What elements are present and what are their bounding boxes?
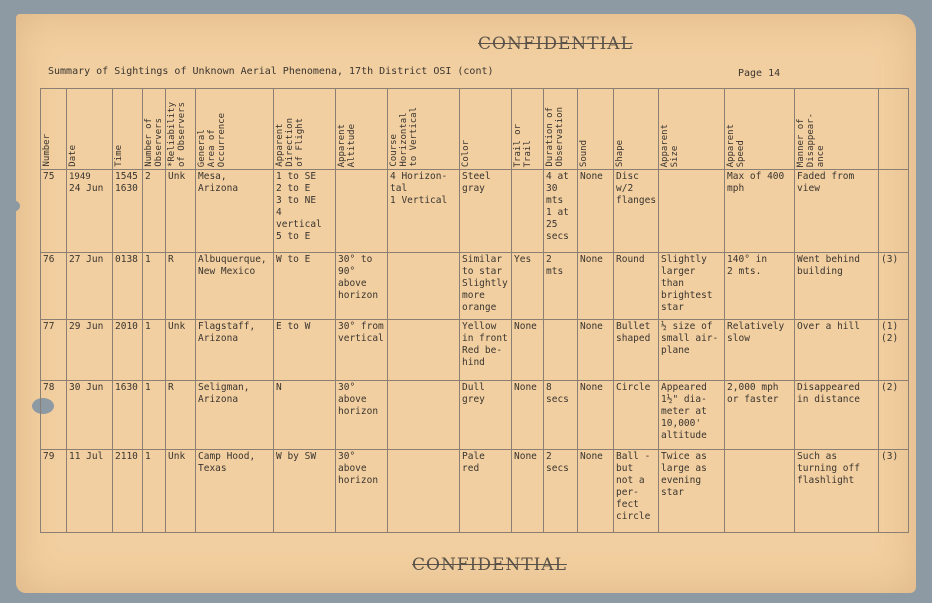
color-cell: Dull grey bbox=[460, 381, 512, 450]
altitude-cell: 30° to 90° above horizon bbox=[336, 253, 388, 320]
course-cell bbox=[388, 253, 460, 320]
direction-cell: W by SW bbox=[274, 450, 336, 533]
ref-cell: (2) bbox=[879, 381, 909, 450]
course-cell: 4 Horizon- tal 1 Vertical bbox=[388, 170, 460, 253]
duration-cell: 2 secs bbox=[544, 450, 578, 533]
time-cell: 2110 bbox=[113, 450, 143, 533]
reliability-cell: Unk bbox=[166, 450, 196, 533]
observers-cell: 1 bbox=[143, 381, 166, 450]
disappearance-cell: Went behind building bbox=[795, 253, 879, 320]
header-cell: Number of Observers bbox=[143, 89, 166, 170]
size-cell bbox=[659, 170, 725, 253]
duration-cell bbox=[544, 320, 578, 381]
date-cell: 1949 24 Jun bbox=[67, 170, 113, 253]
color-cell: Yellow in front Red be- hind bbox=[460, 320, 512, 381]
size-cell: Twice as large as evening star bbox=[659, 450, 725, 533]
course-cell bbox=[388, 320, 460, 381]
confidential-stamp-bottom: CONFIDENTIAL bbox=[412, 555, 567, 575]
table-row bbox=[41, 381, 909, 450]
color-cell: Pale red bbox=[460, 450, 512, 533]
shape-cell: Disc w/2 flanges bbox=[614, 170, 659, 253]
header-cell: Apparent Size bbox=[659, 89, 725, 170]
number-cell: 79 bbox=[41, 450, 67, 533]
speed-cell: Relatively slow bbox=[725, 320, 795, 381]
header-cell: Apparent Speed bbox=[725, 89, 795, 170]
size-cell: Slightly larger than brightest star bbox=[659, 253, 725, 320]
table-row bbox=[41, 450, 909, 533]
sound-cell: None bbox=[578, 253, 614, 320]
color-cell: Steel gray bbox=[460, 170, 512, 253]
header-cell: Number bbox=[41, 89, 67, 170]
direction-cell: N bbox=[274, 381, 336, 450]
time-cell: 1630 bbox=[113, 381, 143, 450]
duration-cell: 4 at 30 mts 1 at 25 secs bbox=[544, 170, 578, 253]
disappearance-cell: Such as turning off flashlight bbox=[795, 450, 879, 533]
number-cell: 78 bbox=[41, 381, 67, 450]
observers-cell: 1 bbox=[143, 253, 166, 320]
altitude-cell: 30° above horizon bbox=[336, 381, 388, 450]
sound-cell: None bbox=[578, 381, 614, 450]
header-row bbox=[41, 89, 909, 170]
punch-hole bbox=[4, 200, 20, 212]
date-cell: 27 Jun bbox=[67, 253, 113, 320]
course-cell bbox=[388, 381, 460, 450]
date-cell: 11 Jul bbox=[67, 450, 113, 533]
page-number: Page 14 bbox=[738, 68, 781, 79]
shape-cell: Round bbox=[614, 253, 659, 320]
direction-cell: W to E bbox=[274, 253, 336, 320]
number-cell: 77 bbox=[41, 320, 67, 381]
ref-cell: (3) bbox=[879, 450, 909, 533]
color-cell: Similar to star Slightly more orange bbox=[460, 253, 512, 320]
reliability-cell: Unk bbox=[166, 170, 196, 253]
header-cell: Manner of Disappear- ance bbox=[795, 89, 879, 170]
altitude-cell: 30° above horizon bbox=[336, 450, 388, 533]
header-cell: Time bbox=[113, 89, 143, 170]
speed-cell: 2,000 mph or faster bbox=[725, 381, 795, 450]
ref-cell: (3) bbox=[879, 253, 909, 320]
reliability-cell: R bbox=[166, 253, 196, 320]
speed-cell: Max of 400 mph bbox=[725, 170, 795, 253]
header-cell: Duration of Observation bbox=[544, 89, 578, 170]
table-row bbox=[41, 320, 909, 381]
trail-cell: Yes bbox=[512, 253, 544, 320]
header-cell: Sound bbox=[578, 89, 614, 170]
document-title: Summary of Sightings of Unknown Aerial Phenomena, 17th District OSI (cont) bbox=[48, 66, 494, 77]
sound-cell: None bbox=[578, 320, 614, 381]
speed-cell bbox=[725, 450, 795, 533]
reliability-cell: Unk bbox=[166, 320, 196, 381]
time-cell: 2010 bbox=[113, 320, 143, 381]
area-cell: Mesa, Arizona bbox=[196, 170, 274, 253]
number-cell: 75 bbox=[41, 170, 67, 253]
trail-cell: None bbox=[512, 450, 544, 533]
sound-cell: None bbox=[578, 170, 614, 253]
duration-cell: 8 secs bbox=[544, 381, 578, 450]
altitude-cell bbox=[336, 170, 388, 253]
shape-cell: Circle bbox=[614, 381, 659, 450]
time-cell: 1545 1630 bbox=[113, 170, 143, 253]
area-cell: Camp Hood, Texas bbox=[196, 450, 274, 533]
header-cell: Apparent Direction of Flight bbox=[274, 89, 336, 170]
confidential-stamp-top: CONFIDENTIAL bbox=[478, 34, 633, 54]
ref-cell bbox=[879, 170, 909, 253]
trail-cell bbox=[512, 170, 544, 253]
header-cell: Date bbox=[67, 89, 113, 170]
number-cell: 76 bbox=[41, 253, 67, 320]
disappearance-cell: Over a hill bbox=[795, 320, 879, 381]
area-cell: Seligman, Arizona bbox=[196, 381, 274, 450]
trail-cell: None bbox=[512, 320, 544, 381]
direction-cell: E to W bbox=[274, 320, 336, 381]
table-row bbox=[41, 253, 909, 320]
sightings-table bbox=[40, 88, 909, 533]
year-note: 1949 bbox=[69, 172, 91, 182]
header-cell: Course Horizontal to Vertical bbox=[388, 89, 460, 170]
date-cell: 30 Jun bbox=[67, 381, 113, 450]
header-cell bbox=[879, 89, 909, 170]
observers-cell: 2 bbox=[143, 170, 166, 253]
disappearance-cell: Faded from view bbox=[795, 170, 879, 253]
altitude-cell: 30° from vertical bbox=[336, 320, 388, 381]
speed-cell: 140° in 2 mts. bbox=[725, 253, 795, 320]
header-cell: Color bbox=[460, 89, 512, 170]
ref-cell: (1) (2) bbox=[879, 320, 909, 381]
shape-cell: Ball - but not a per- fect circle bbox=[614, 450, 659, 533]
header-cell: Apparent Altitude bbox=[336, 89, 388, 170]
area-cell: Albuquerque, New Mexico bbox=[196, 253, 274, 320]
direction-cell: 1 to SE 2 to E 3 to NE 4 vertical 5 to E bbox=[274, 170, 336, 253]
duration-cell: 2 mts bbox=[544, 253, 578, 320]
header-cell: General Area of Occurrence bbox=[196, 89, 274, 170]
size-cell: ½ size of small air- plane bbox=[659, 320, 725, 381]
area-cell: Flagstaff, Arizona bbox=[196, 320, 274, 381]
trail-cell: None bbox=[512, 381, 544, 450]
sound-cell: None bbox=[578, 450, 614, 533]
observers-cell: 1 bbox=[143, 450, 166, 533]
header-cell: *Reliability of Observers bbox=[166, 89, 196, 170]
header-cell: Trail or Trail bbox=[512, 89, 544, 170]
reliability-cell: R bbox=[166, 381, 196, 450]
course-cell bbox=[388, 450, 460, 533]
date-cell: 29 Jun bbox=[67, 320, 113, 381]
disappearance-cell: Disappeared in distance bbox=[795, 381, 879, 450]
header-cell: Shape bbox=[614, 89, 659, 170]
table-row bbox=[41, 170, 909, 253]
time-cell: 0138 bbox=[113, 253, 143, 320]
observers-cell: 1 bbox=[143, 320, 166, 381]
shape-cell: Bullet shaped bbox=[614, 320, 659, 381]
size-cell: Appeared 1½" dia- meter at 10,000' altitude bbox=[659, 381, 725, 450]
